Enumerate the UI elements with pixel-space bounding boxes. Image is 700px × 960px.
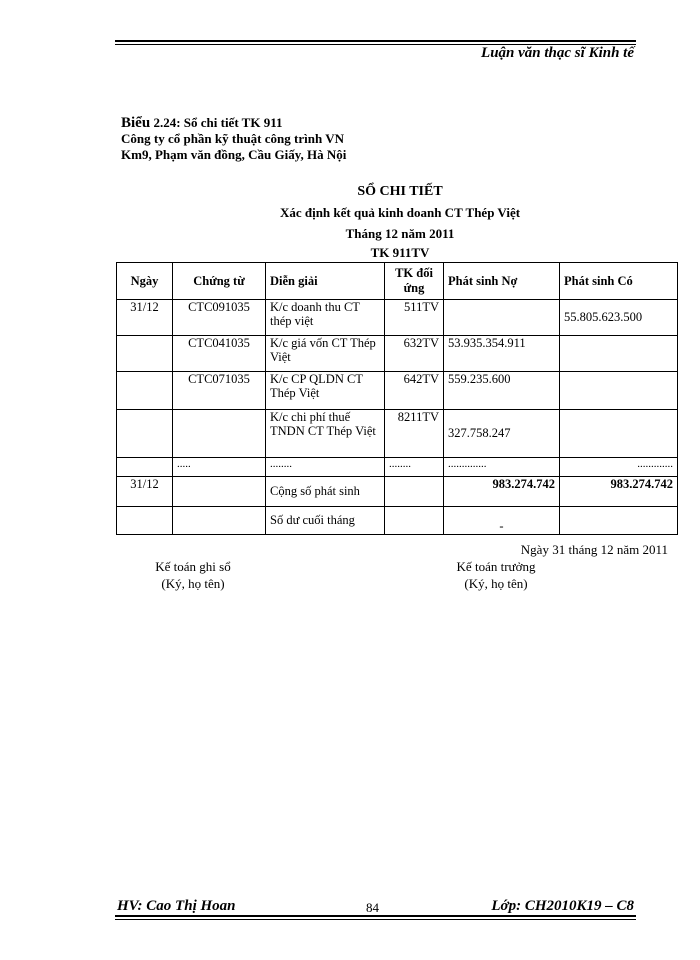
bookkeeper-title: Kế toán ghi sổ bbox=[155, 559, 231, 574]
table-row bbox=[117, 336, 678, 372]
cell-date bbox=[117, 372, 173, 410]
footer-student: HV: Cao Thị Hoan bbox=[117, 898, 236, 914]
page-number: 84 bbox=[366, 900, 379, 915]
cell-description-dots: ........ bbox=[266, 458, 385, 477]
cell-account bbox=[385, 507, 444, 535]
footer-rule-thin bbox=[115, 919, 636, 920]
cell-total-credit: 983.274.742 bbox=[560, 477, 678, 507]
cell-date bbox=[117, 458, 173, 477]
ledger-period: Tháng 12 năm 2011 bbox=[345, 226, 455, 241]
cell-account: 642TV bbox=[385, 372, 444, 410]
cell-credit bbox=[560, 372, 678, 410]
cell-credit-dots: ............. bbox=[560, 458, 678, 477]
cell-date bbox=[117, 410, 173, 458]
col-header-voucher: Chứng từ bbox=[173, 263, 266, 300]
cell-credit: 55.805.623.500 bbox=[560, 300, 678, 336]
cell-voucher bbox=[173, 410, 266, 458]
table-header-row bbox=[117, 263, 678, 300]
cell-voucher: CTC041035 bbox=[173, 336, 266, 372]
signature-date: Ngày 31 tháng 12 năm 2011 bbox=[520, 542, 668, 557]
cell-description: K/c doanh thu CT thép việt bbox=[266, 300, 385, 336]
cell-debit: 559.235.600 bbox=[444, 372, 560, 410]
cell-closing-debit: - bbox=[444, 507, 560, 535]
cell-credit bbox=[560, 410, 678, 458]
cell-voucher: CTC091035 bbox=[173, 300, 266, 336]
cell-account-dots: ........ bbox=[385, 458, 444, 477]
table-row bbox=[117, 372, 678, 410]
chief-accountant-sign-note: (Ký, họ tên) bbox=[464, 576, 528, 591]
cell-closing-label: Số dư cuối tháng bbox=[266, 507, 385, 535]
header-title: Luận văn thạc sĩ Kinh tế bbox=[481, 45, 634, 61]
ledger-title: SỔ CHI TIẾT bbox=[357, 184, 443, 199]
cell-account: 511TV bbox=[385, 300, 444, 336]
signature-chief-accountant bbox=[446, 558, 546, 592]
ledger-account: TK 911TV bbox=[370, 245, 430, 260]
cell-debit: 327.758.247 bbox=[444, 410, 560, 458]
cell-debit: 53.935.354.911 bbox=[444, 336, 560, 372]
cell-description: K/c CP QLDN CT Thép Việt bbox=[266, 372, 385, 410]
bookkeeper-sign-note: (Ký, họ tên) bbox=[161, 576, 225, 591]
cell-date: 31/12 bbox=[117, 300, 173, 336]
cell-total-label: Cộng số phát sinh bbox=[266, 477, 385, 507]
table-row-closing bbox=[117, 507, 678, 535]
col-header-credit: Phát sinh Có bbox=[560, 263, 678, 300]
table-row-total bbox=[117, 477, 678, 507]
cell-closing-credit bbox=[560, 507, 678, 535]
cell-total-debit: 983.274.742 bbox=[444, 477, 560, 507]
cell-voucher bbox=[173, 477, 266, 507]
bieu-word: Biểu bbox=[121, 115, 151, 131]
cell-account bbox=[385, 477, 444, 507]
company-name: Công ty cổ phần kỹ thuật công trình VN bbox=[121, 131, 344, 146]
col-header-account: TK đối ứng bbox=[385, 263, 444, 300]
figure-caption bbox=[121, 115, 346, 131]
cell-voucher-dots: ..... bbox=[173, 458, 266, 477]
cell-credit bbox=[560, 336, 678, 372]
chief-accountant-title: Kế toán trưởng bbox=[456, 559, 536, 574]
cell-date bbox=[117, 336, 173, 372]
table-row-ellipsis bbox=[117, 458, 678, 477]
col-header-debit: Phát sinh Nợ bbox=[444, 263, 560, 300]
footer-rule-thick bbox=[115, 915, 636, 917]
header-rule-thick bbox=[115, 40, 636, 42]
signature-bookkeeper bbox=[143, 558, 243, 592]
table-row bbox=[117, 300, 678, 336]
footer-class: Lớp: CH2010K19 – C8 bbox=[491, 898, 634, 914]
cell-date: 31/12 bbox=[117, 477, 173, 507]
cell-account: 8211TV bbox=[385, 410, 444, 458]
company-address: Km9, Phạm văn đồng, Cầu Giấy, Hà Nội bbox=[121, 147, 347, 162]
cell-voucher bbox=[173, 507, 266, 535]
table-row bbox=[117, 410, 678, 458]
cell-debit bbox=[444, 300, 560, 336]
cell-debit-dots: .............. bbox=[444, 458, 560, 477]
col-header-description: Diễn giải bbox=[266, 263, 385, 300]
cell-date bbox=[117, 507, 173, 535]
col-header-date: Ngày bbox=[117, 263, 173, 300]
ledger-subtitle: Xác định kết quả kinh doanh CT Thép Việt bbox=[279, 205, 521, 220]
cell-description: K/c chi phí thuế TNDN CT Thép Việt bbox=[266, 410, 385, 458]
cell-account: 632TV bbox=[385, 336, 444, 372]
intro-block bbox=[121, 115, 346, 163]
ledger-table bbox=[116, 262, 678, 535]
cell-voucher: CTC071035 bbox=[173, 372, 266, 410]
bieu-rest: 2.24: Sổ chi tiết TK 911 bbox=[153, 115, 283, 130]
cell-description: K/c giá vốn CT Thép Việt bbox=[266, 336, 385, 372]
